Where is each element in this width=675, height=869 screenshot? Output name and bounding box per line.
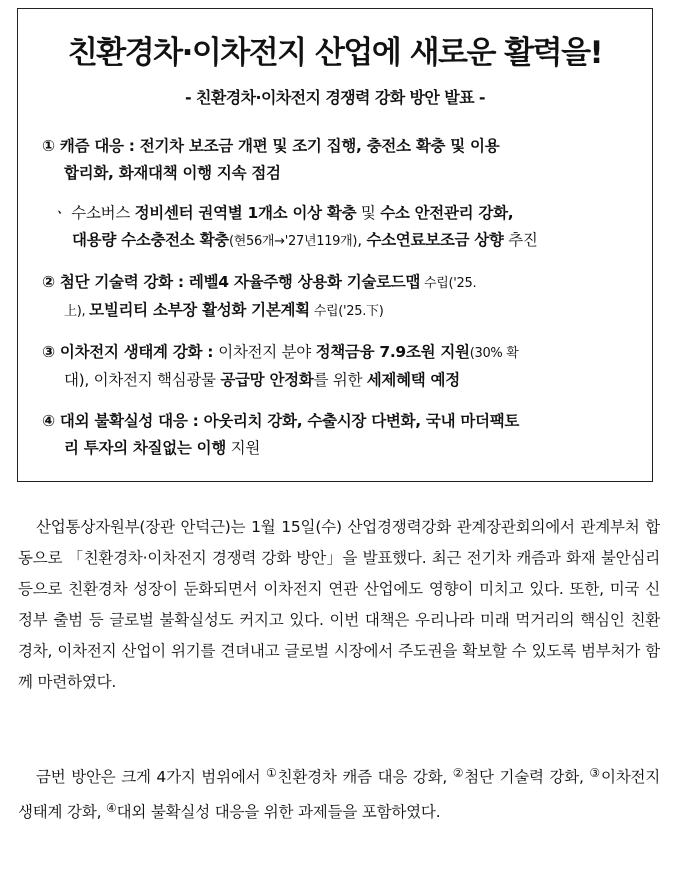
item-4-line2a: 리 투자의 차질없는 이행 bbox=[64, 439, 227, 457]
circled-number-3: ③ bbox=[589, 766, 601, 780]
summary-item-1 bbox=[42, 133, 646, 187]
summary-item-hydrogen bbox=[52, 200, 646, 255]
item-4-line1: ④ 대외 불확실성 대응 : 아웃리치 강화, 수출시장 다변화, 국내 마더팩토 bbox=[42, 412, 520, 430]
body-paragraph-1 bbox=[18, 512, 660, 698]
paragraph-2-text-e: 대외 불확실성 대응을 위한 과제들을 포함하였다. bbox=[116, 803, 441, 821]
item-2-line2a: 上), bbox=[64, 304, 90, 319]
item-h-line2b: (현56개→'27년119개) bbox=[228, 234, 358, 249]
item-3-line2b: 공급망 안정화 bbox=[220, 371, 314, 389]
circled-number-2: ② bbox=[452, 766, 465, 780]
paragraph-2-text-b: 친환경차 캐즘 대응 강화, bbox=[277, 768, 453, 786]
headline-title: 친환경차·이차전지 산업에 새로운 활력을! bbox=[67, 35, 603, 71]
item-3-line2c: 를 위한 bbox=[313, 371, 367, 389]
item-1-line2: 합리화, 화재대책 이행 지속 점검 bbox=[64, 164, 281, 182]
item-h-line2e: 추진 bbox=[503, 231, 538, 249]
item-3-line1b: 이차전지 분야 bbox=[218, 343, 316, 361]
item-2-line2b: 모빌리티 소부장 활성화 기본계획 bbox=[89, 301, 310, 319]
circled-number-1: ① bbox=[266, 766, 278, 780]
paragraph-2-text-d: 이차전지 생태계 강화, bbox=[18, 768, 661, 821]
summary-item-3 bbox=[42, 339, 646, 394]
item-h-line2c: , bbox=[357, 231, 367, 249]
item-2-line1c: 수립('25. bbox=[420, 276, 477, 291]
item-4-line2 bbox=[42, 435, 646, 462]
item-3-line1d: (30% 확 bbox=[469, 346, 519, 361]
item-2-line2 bbox=[42, 297, 646, 325]
summary-item-4 bbox=[42, 408, 646, 462]
circled-number-4: ④ bbox=[106, 801, 117, 815]
item-1-line1: ① 캐즘 대응 : 전기차 보조금 개편 및 조기 집행, 충전소 확충 및 이용 bbox=[42, 137, 500, 155]
item-3-line2a: 대), 이차전지 핵심광물 bbox=[64, 371, 221, 389]
item-3-line1a: ③ 이차전지 생태계 강화 : bbox=[42, 343, 219, 361]
item-3-line2d: 세제혜택 예정 bbox=[366, 371, 460, 389]
item-h-line1b: 정비센터 권역별 1개소 이상 확충 bbox=[134, 204, 357, 222]
item-h-line2d: 수소연료보조금 상향 bbox=[366, 231, 504, 249]
item-3-line1c: 정책금융 7.9조원 지원 bbox=[315, 343, 470, 361]
body-paragraph-2 bbox=[18, 758, 660, 828]
item-2-line1a: ② 첨단 기술력 강화 : bbox=[42, 273, 189, 291]
item-3-line2 bbox=[42, 367, 646, 394]
summary-item-2 bbox=[42, 269, 646, 325]
item-h-line1c: 및 bbox=[356, 204, 381, 222]
summary-box bbox=[17, 8, 653, 482]
item-2-line2c: 수립('25.下) bbox=[309, 304, 384, 319]
item-h-line1d: 수소 안전관리 강화, bbox=[380, 204, 514, 222]
item-2-line1b: 레벨4 자율주행 상용화 기술로드맵 bbox=[188, 273, 421, 291]
item-h-line2 bbox=[52, 227, 646, 255]
paragraph-2-text-c: 첨단 기술력 강화, bbox=[464, 768, 590, 786]
paragraph-1-text: 산업통상자원부(장관 안덕근)는 1월 15일(수) 산업경쟁력강화 관계장관회의에서 관계부처 합동으로 「친환경차·이차전지 경쟁력 강화 방안」을 발표했다. 최근 전기차 캐즘과 화재 불안심리 등으로 친환경차 성장이 둔화되면서 이차전지 연관 산업에도 영향이 미치고 있다. 또한, 미국 신정부 출범 등 글로벌 불확실성도 커지고 있다. 이번 대책은 우리나라 미래 먹거리의 핵심인 친환경차, 이차전지 산업이 위기를 견뎌내고 글로벌 시장에서 주도권을 확보할 수 있도록 범부처가 함께 마련하였다. bbox=[18, 518, 660, 691]
item-h-line1a: ㆍ 수소버스 bbox=[52, 204, 135, 222]
item-h-line2a: 대용량 수소충전소 확충 bbox=[72, 231, 229, 249]
headline-subtitle: - 친환경차·이차전지 경쟁력 강화 방안 발표 - bbox=[185, 88, 485, 107]
item-4-line2b: 지원 bbox=[226, 439, 261, 457]
paragraph-2-text-a: 금번 방안은 크게 4가지 범위에서 bbox=[36, 768, 267, 786]
